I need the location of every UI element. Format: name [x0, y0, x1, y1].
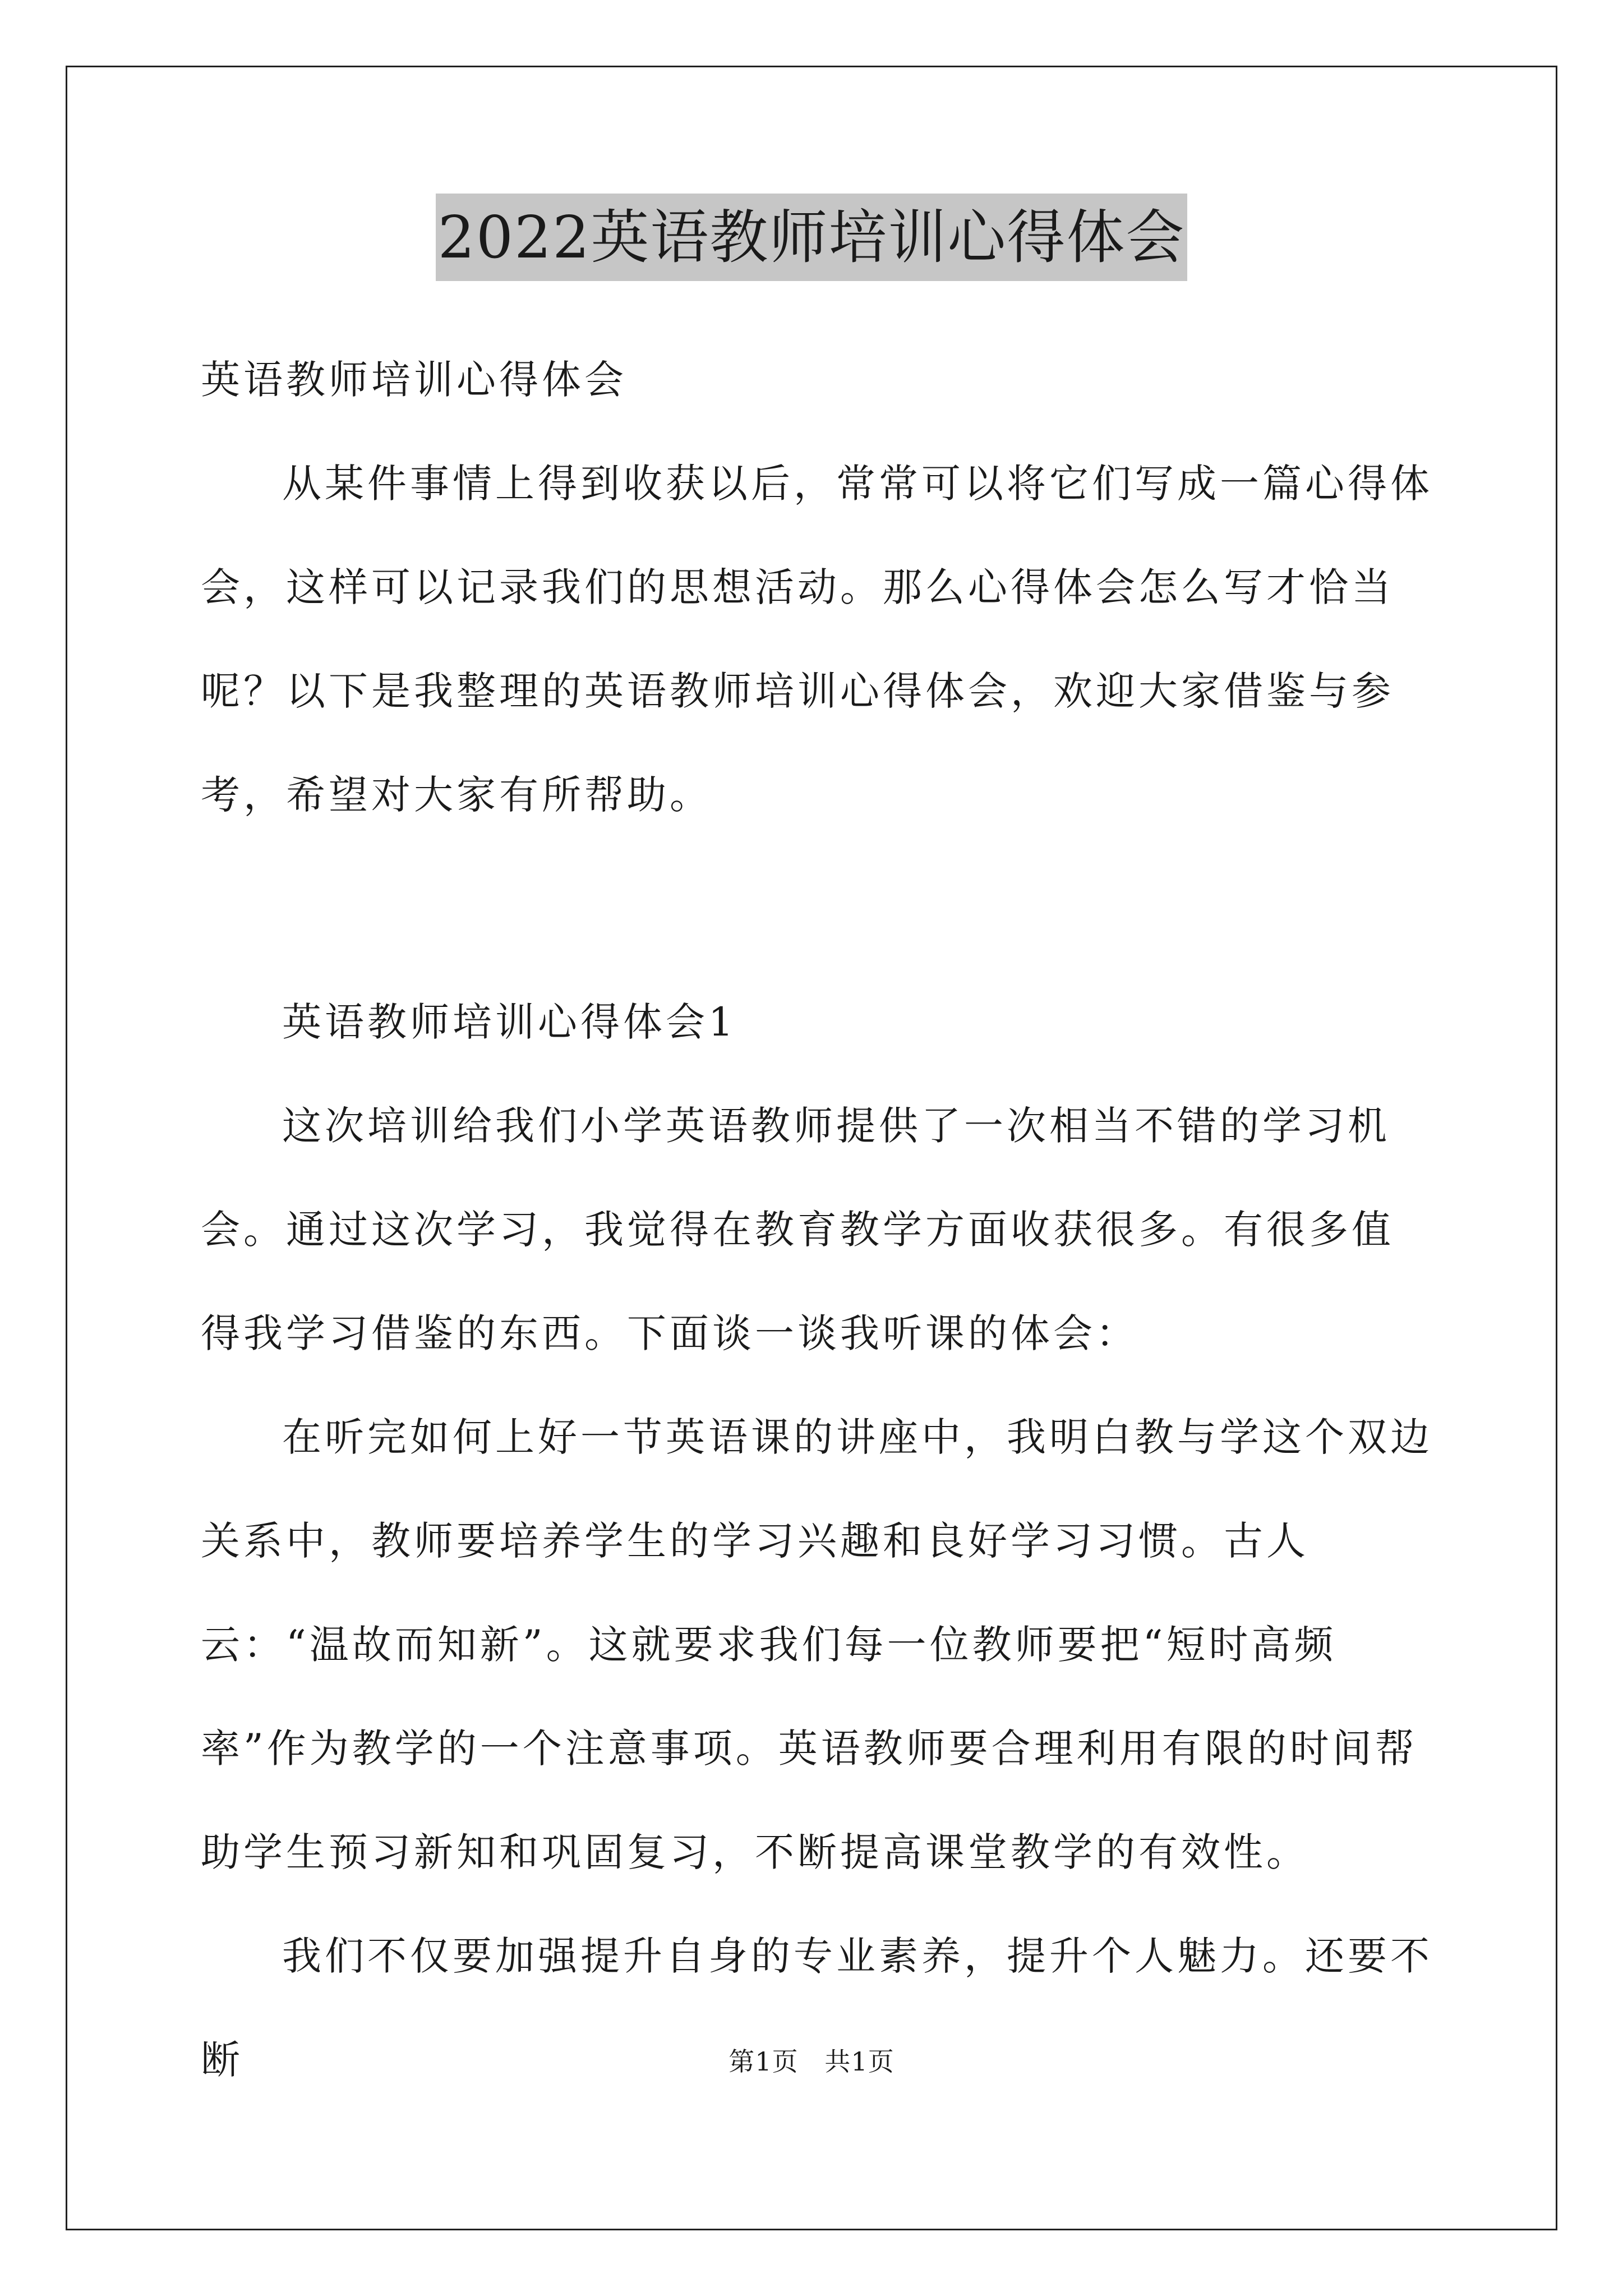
body-paragraph: 我们不仅要加强提升自身的专业素养，提升个人魅力。还要不断 — [201, 1933, 1433, 2083]
section-heading — [201, 970, 1435, 1074]
intro-label-text: 英语教师培训心得体会 — [201, 357, 627, 403]
page-footer — [0, 2045, 1623, 2078]
intro-paragraph — [201, 432, 1435, 847]
intro-paragraph-text: 从某件事情上得到收获以后，常常可以将它们写成一篇心得体会，这样可以记录我们的思想活动。那么心得体会怎么写才恰当呢？以下是我整理的英语教师培训心得体会，欢迎大家借鉴与参考，希望对大家有所帮助。 — [201, 461, 1433, 818]
page-number: 第1页 共1页 — [728, 2046, 895, 2077]
title-container — [0, 194, 1623, 281]
body-paragraph: 在听完如何上好一节英语课的讲座中，我明白教与学这个双边关系中，教师要培养学生的学习兴趣和良好学习习惯。古人云：“温故而知新”。这就要求我们每一位教师要把“短时高频率”作为教学的一个注意事项。英语教师要合理利用有限的时间帮助学生预习新知和巩固复习，不断提高课堂教学的有效性。 — [201, 1414, 1433, 1875]
document-title: 2022英语教师培训心得体会 — [436, 194, 1188, 281]
body-paragraph: 这次培训给我们小学英语教师提供了一次相当不错的学习机会。通过这次学习，我觉得在教育教学方面收获很多。有很多值得我学习借鉴的东西。下面谈一谈我听课的体会： — [201, 1103, 1394, 1356]
section-body — [201, 1074, 1435, 2112]
intro-label — [201, 328, 1435, 432]
section-heading-text: 英语教师培训心得体会1 — [282, 999, 737, 1045]
